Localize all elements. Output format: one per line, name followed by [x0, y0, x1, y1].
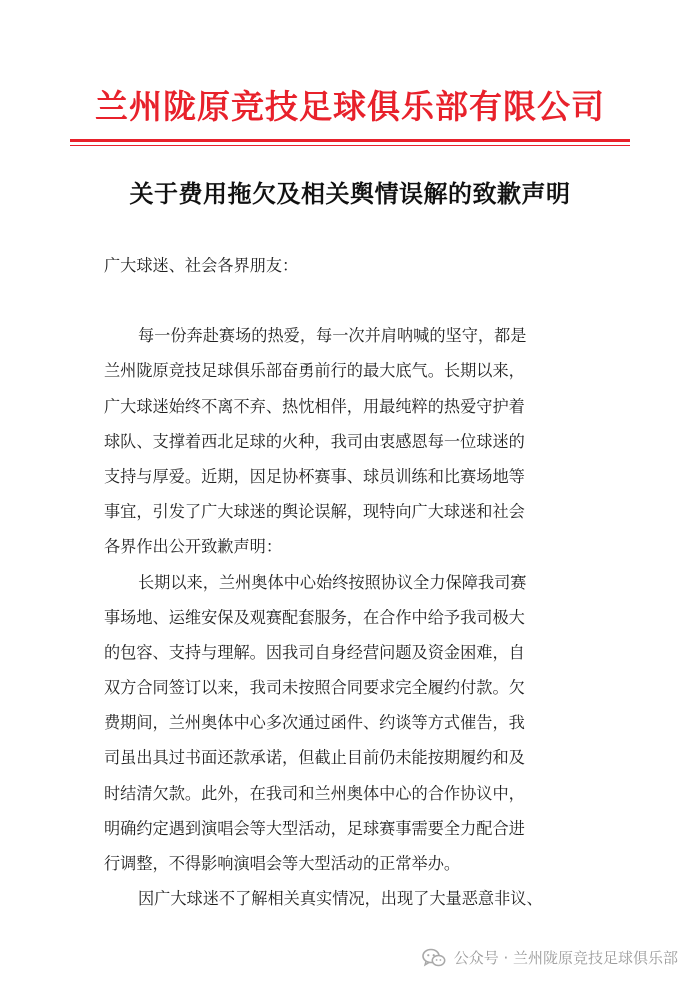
paragraph-line: 因广大球迷不了解相关真实情况，出现了大量恶意非议、 [138, 889, 543, 909]
paragraph-line: 费期间，兰州奥体中心多次通过函件、约谈等方式催告，我 [104, 713, 525, 733]
paragraph-2 [104, 565, 604, 882]
paragraph-line: 时结清欠款。此外，在我司和兰州奥体中心的合作协议中， [104, 783, 525, 803]
letterhead-rule-thin [70, 145, 630, 146]
paragraph-1 [104, 318, 604, 564]
salutation: 广大球迷、社会各界朋友： [104, 256, 299, 275]
paragraph-line: 兰州陇原竞技足球俱乐部奋勇前行的最大底气。长期以来， [104, 361, 525, 381]
paragraph-line: 行调整，不得影响演唱会等大型活动的正常举办。 [104, 854, 461, 874]
document-title: 关于费用拖欠及相关舆情误解的致歉声明 [129, 179, 571, 208]
company-letterhead: 兰州陇原竞技足球俱乐部有限公司 [95, 87, 605, 126]
paragraph-line: 每一份奔赴赛场的热爱，每一次并肩呐喊的坚守，都是 [138, 326, 527, 346]
paragraph-line: 长期以来，兰州奥体中心始终按照协议全力保障我司赛 [138, 572, 527, 592]
paragraph-line: 各界作出公开致歉声明： [104, 537, 283, 557]
paragraph-line: 司虽出具过书面还款承诺，但截止目前仍未能按期履约和及 [104, 748, 525, 768]
paragraph-line: 事宜，引发了广大球迷的舆论误解，现特向广大球迷和社会 [104, 502, 525, 522]
paragraph-line: 事场地、运维安保及观赛配套服务，在合作中给予我司极大 [104, 607, 525, 627]
wechat-watermark [422, 947, 678, 968]
paragraph-line: 广大球迷始终不离不弃、热忱相伴，用最纯粹的热爱守护着 [104, 396, 525, 416]
letterhead-rule-thick [70, 139, 630, 142]
paragraph-line: 明确约定遇到演唱会等大型活动，足球赛事需要全力配合进 [104, 818, 525, 838]
document-body [104, 248, 604, 916]
paragraph-3 [104, 881, 604, 916]
paragraph-line: 的包容、支持与理解。因我司自身经营问题及资金困难，自 [104, 642, 525, 662]
paragraph-line: 支持与厚爱。近期，因足协杯赛事、球员训练和比赛场地等 [104, 466, 525, 486]
wechat-icon [422, 948, 446, 968]
paragraph-line: 双方合同签订以来，我司未按照合同要求完全履约付款。欠 [104, 678, 525, 698]
paragraph-line: 球队、支撑着西北足球的火种，我司由衷感恩每一位球迷的 [104, 431, 525, 451]
watermark-text: 公众号 · 兰州陇原竞技足球俱乐部 [453, 949, 678, 967]
